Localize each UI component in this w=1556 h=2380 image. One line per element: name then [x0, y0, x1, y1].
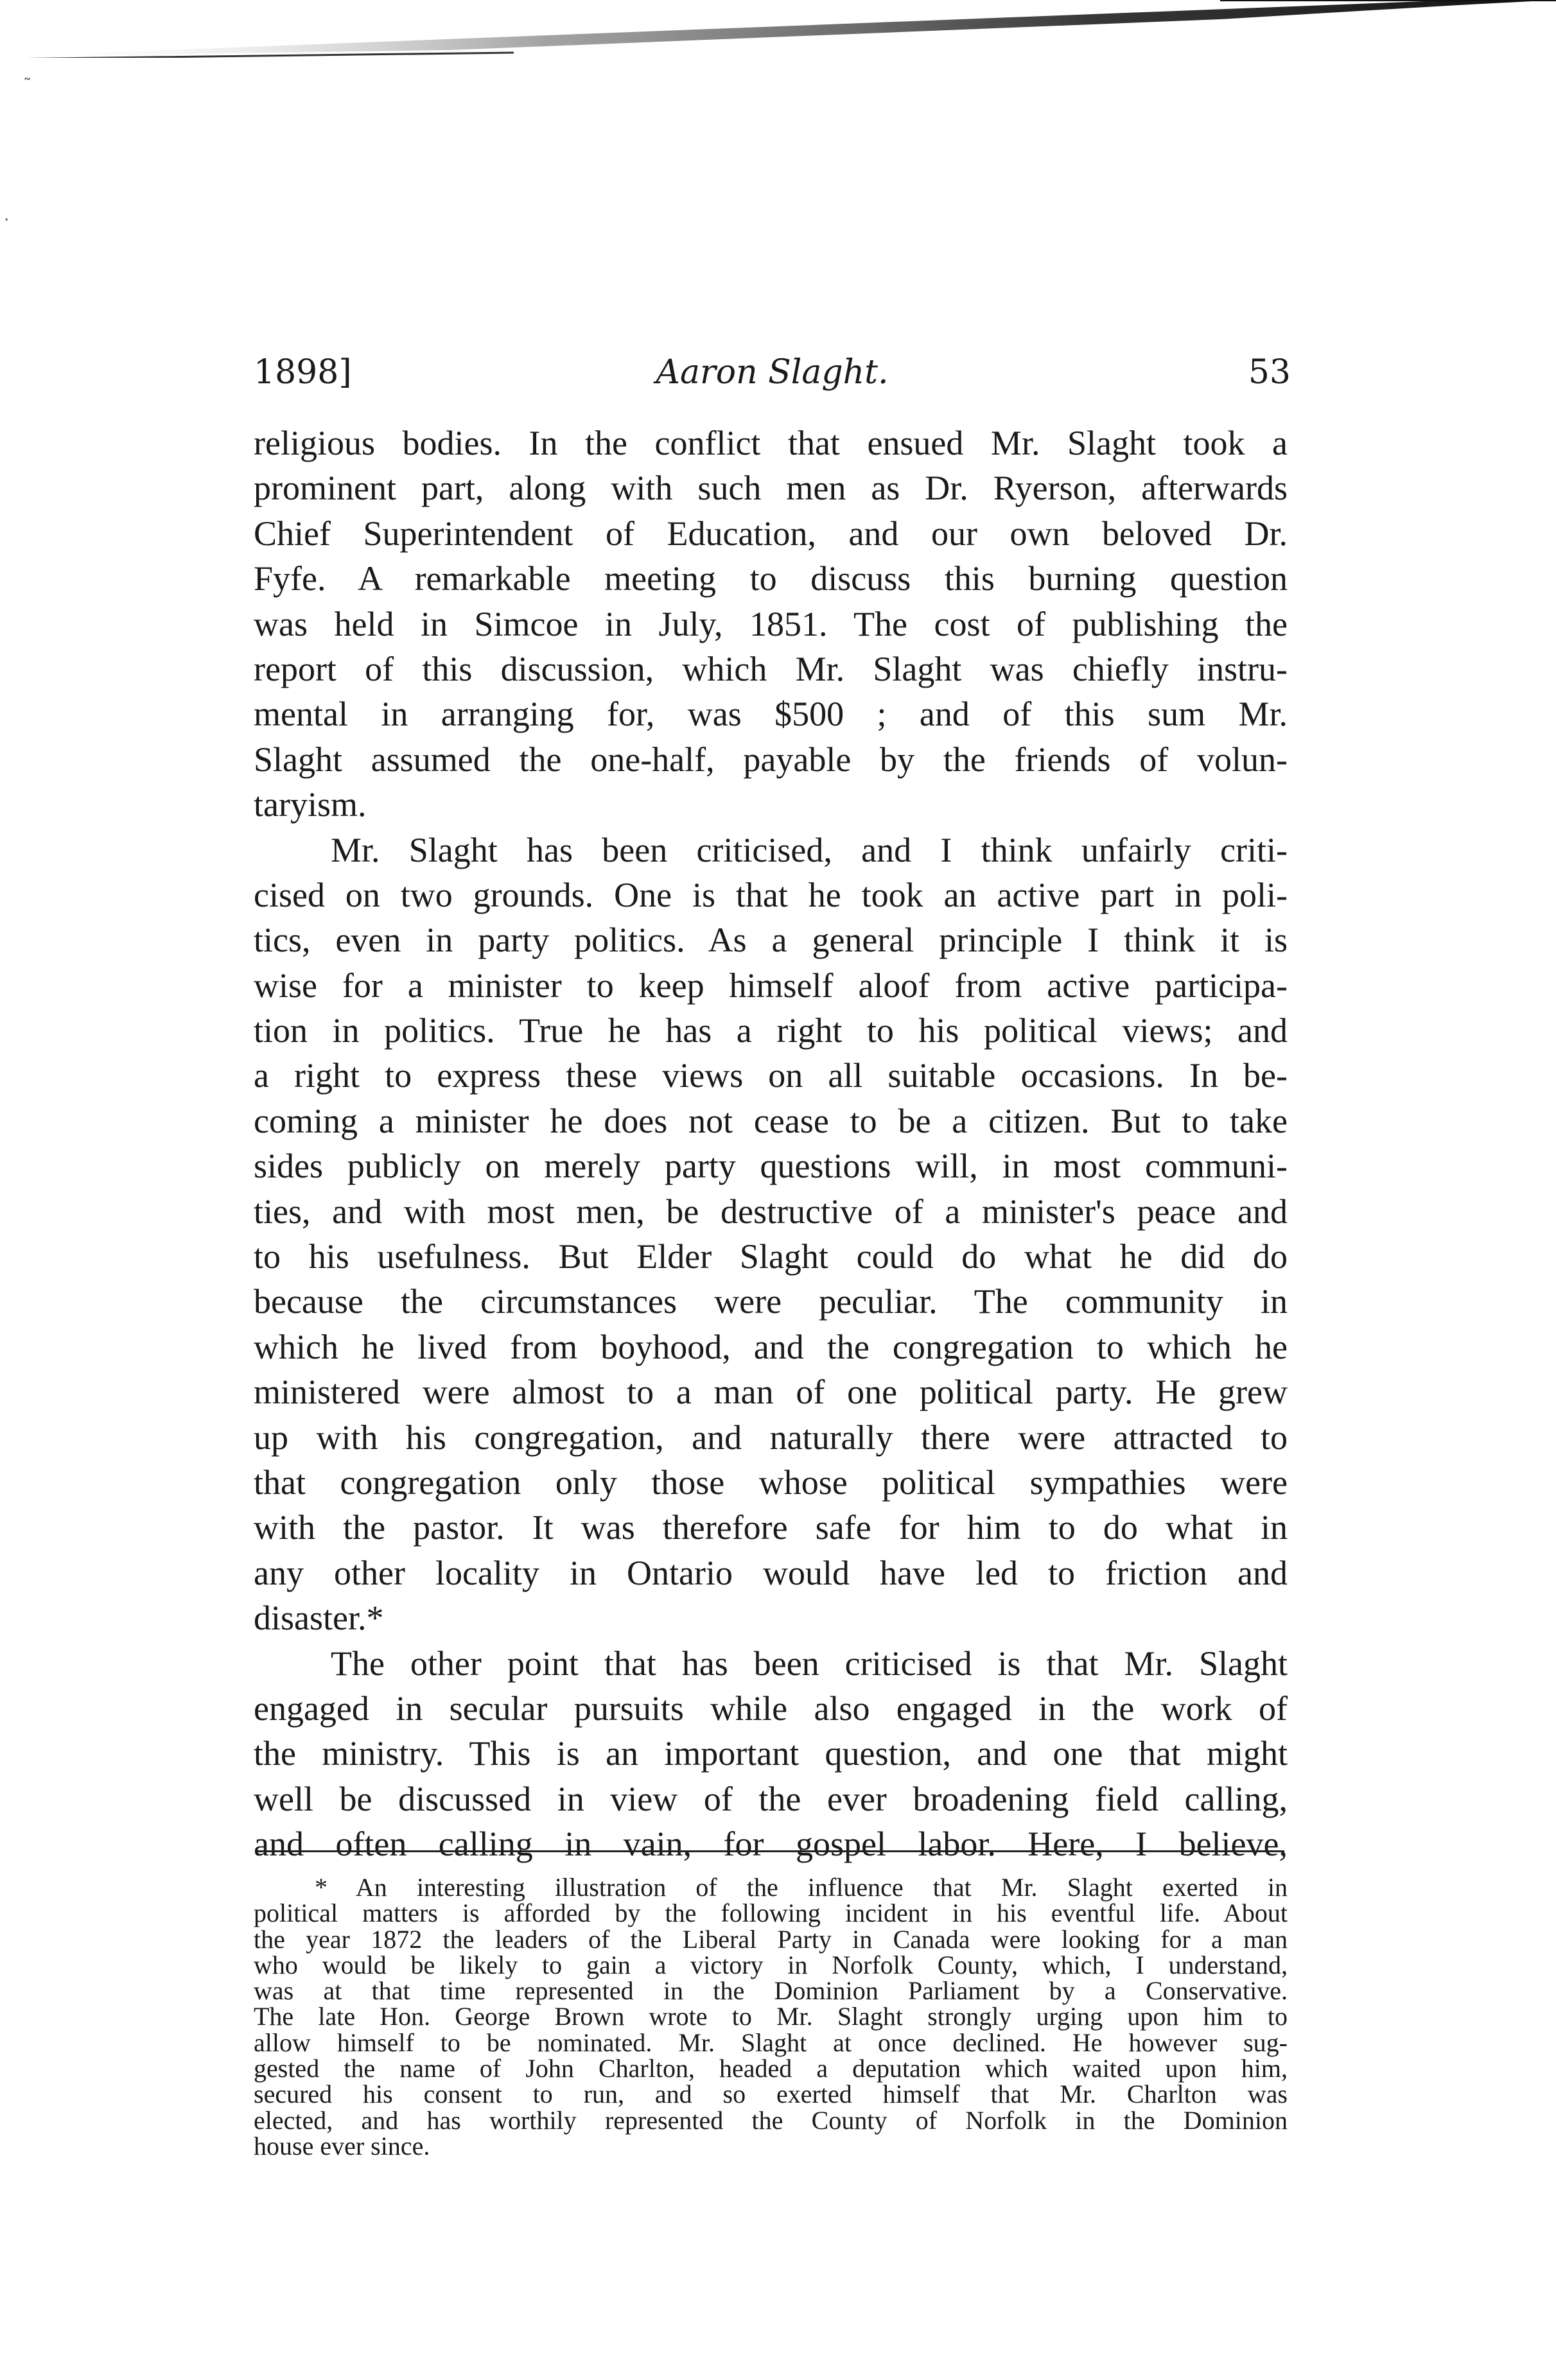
scan-edge-artifact	[0, 0, 1556, 58]
body-line: prominent part, along with such men as Dr. Ryerson, afterwards	[254, 469, 1288, 508]
footnote-line: gested the name of John Charlton, headed a deputation which waited upon him,	[254, 2054, 1288, 2083]
footnote-line: secured his consent to run, and so exerted himself that Mr. Charlton was	[254, 2080, 1288, 2109]
footnote-line: The late Hon. George Brown wrote to Mr. Slaght strongly urging upon him to	[254, 2002, 1288, 2031]
body-line: sides publicly on merely party questions will, in most communi-	[254, 1147, 1288, 1186]
footnote-line: the year 1872 the leaders of the Liberal Party in Canada were looking for a man	[254, 1924, 1288, 1954]
body-line: report of this discussion, which Mr. Slaght was chiefly instru-	[254, 649, 1288, 688]
body-line: The other point that has been criticised is that Mr. Slaght	[331, 1644, 1288, 1683]
body-line: up with his congregation, and naturally there were attracted to	[254, 1418, 1288, 1457]
margin-speck: ·	[4, 211, 10, 230]
body-line: Mr. Slaght has been criticised, and I think unfairly criti-	[331, 830, 1288, 869]
running-header	[254, 347, 1291, 398]
margin-speck: ˜	[23, 76, 31, 95]
body-line: with the pastor. It was therefore safe for him to do what in	[254, 1508, 1288, 1547]
body-line: disaster.*	[254, 1599, 384, 1638]
body-line: coming a minister he does not cease to be a citizen. But to take	[254, 1101, 1288, 1140]
body-line: Fyfe. A remarkable meeting to discuss this burning question	[254, 559, 1288, 598]
body-line: cised on two grounds. One is that he took an active part in poli-	[254, 875, 1288, 914]
body-text	[254, 421, 1288, 1867]
body-line: that congregation only those whose political sympathies were	[254, 1463, 1288, 1502]
body-line: wise for a minister to keep himself aloof from active participa-	[254, 966, 1288, 1005]
footnote-line: * An interesting illustration of the influence that Mr. Slaght exerted in	[315, 1873, 1288, 1902]
footnote-line: political matters is afforded by the following incident in his eventful life. About	[254, 1898, 1288, 1928]
body-line: well be discussed in view of the ever broadening field calling,	[254, 1779, 1288, 1818]
footnote-line: elected, and has worthily represented the County of Norfolk in the Dominion	[254, 2105, 1288, 2135]
body-line: tics, even in party politics. As a general principle I think it is	[254, 921, 1288, 960]
body-line: religious bodies. In the conflict that ensued Mr. Slaght took a	[254, 424, 1288, 462]
header-year: 1898]	[254, 353, 352, 392]
body-line: engaged in secular pursuits while also engaged in the work of	[254, 1689, 1288, 1728]
body-line: a right to express these views on all suitable occasions. In be-	[254, 1056, 1288, 1095]
body-line: Slaght assumed the one-half, payable by the friends of volun-	[254, 740, 1288, 779]
body-line: because the circumstances were peculiar. The community in	[254, 1282, 1288, 1321]
body-line: tion in politics. True he has a right to his political views; and	[254, 1011, 1288, 1050]
body-line: Chief Superintendent of Education, and our own beloved Dr.	[254, 514, 1288, 553]
body-line: was held in Simcoe in July, 1851. The cost of publishing the	[254, 604, 1288, 643]
body-line: ministered were almost to a man of one political party. He grew	[254, 1373, 1288, 1412]
footnote	[254, 1875, 1288, 2159]
body-line: which he lived from boyhood, and the congregation to which he	[254, 1327, 1288, 1366]
body-line: to his usefulness. But Elder Slaght could do what he did do	[254, 1237, 1288, 1276]
footnote-line: allow himself to be nominated. Mr. Slaght at once declined. He however sug-	[254, 2028, 1288, 2057]
body-line: taryism.	[254, 785, 367, 824]
footnote-divider	[257, 1850, 1284, 1852]
body-line: and often calling in vain, for gospel labor. Here, I believe,	[254, 1825, 1288, 1864]
footnote-line: was at that time represented in the Dominion Parliament by a Conservative.	[254, 1976, 1288, 2006]
body-line: the ministry. This is an important question, and one that might	[254, 1734, 1288, 1773]
footnote-line: house ever since.	[254, 2131, 430, 2160]
body-line: mental in arranging for, was $500 ; and of this sum Mr.	[254, 695, 1288, 734]
body-line: ties, and with most men, be destructive of a minister's peace and	[254, 1192, 1288, 1231]
page-number: 53	[1248, 353, 1291, 392]
header-title: Aaron Slaght.	[656, 353, 889, 392]
body-line: any other locality in Ontario would have led to friction and	[254, 1553, 1288, 1592]
footnote-line: who would be likely to gain a victory in Norfolk County, which, I understand,	[254, 1950, 1288, 1979]
